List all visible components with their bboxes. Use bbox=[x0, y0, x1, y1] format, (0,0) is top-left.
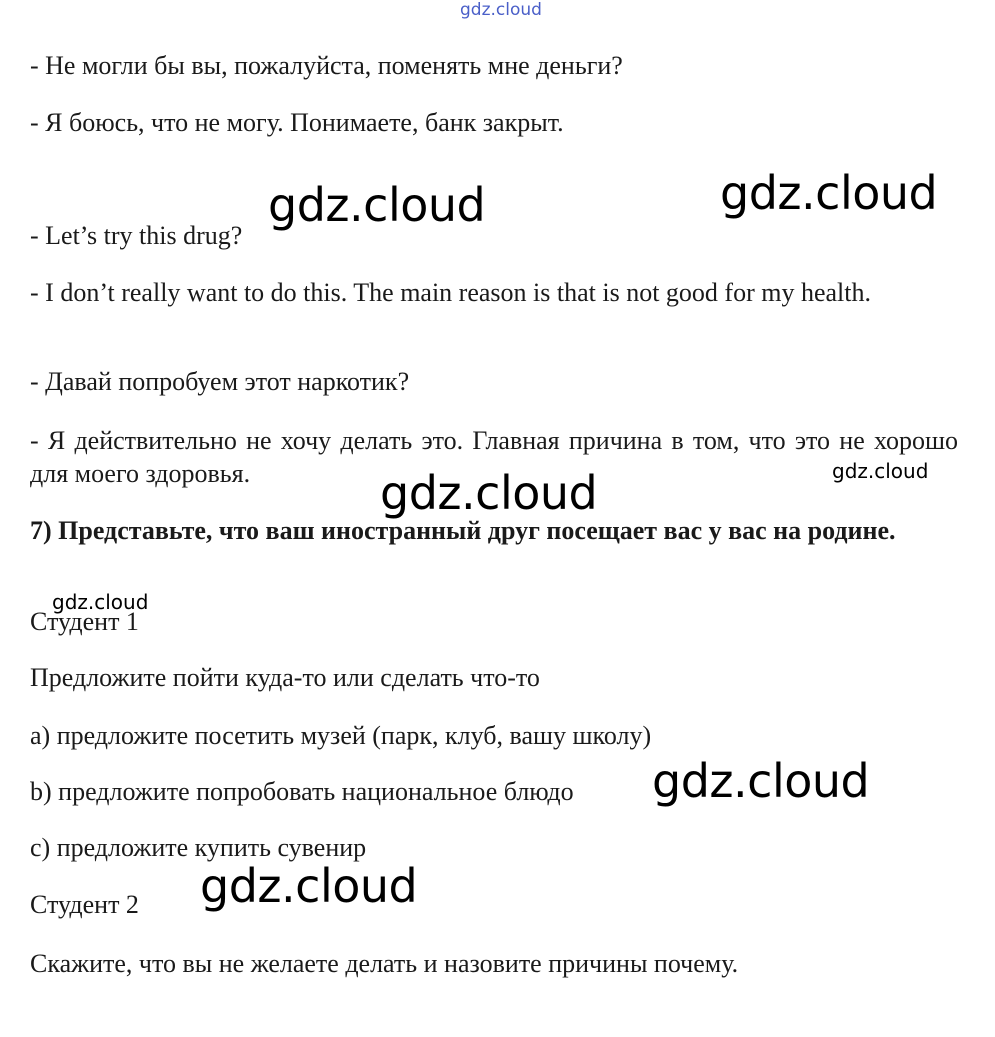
dialog-line-bank-closed: - Я боюсь, что не могу. Понимаете, банк закрыт. bbox=[30, 108, 564, 137]
watermark-big-3: gdz.cloud bbox=[380, 466, 598, 520]
watermark-big-1: gdz.cloud bbox=[268, 178, 486, 232]
student-1-label: Студент 1 bbox=[30, 607, 139, 636]
watermark-big-2: gdz.cloud bbox=[720, 166, 938, 220]
student-1-prompt: Предложите пойти куда-то или сделать что-то bbox=[30, 663, 540, 692]
dialog-paragraph-refusal-ru: - Я действительно не хочу делать это. Главная причина в том, что это не хорошо для моего здоровья. bbox=[30, 426, 958, 488]
task-heading: 7) Представьте, что ваш иностранный друг посещает вас у вас на родине. bbox=[30, 516, 896, 545]
student-2-label: Студент 2 bbox=[30, 890, 139, 919]
watermark-top: gdz.cloud bbox=[460, 0, 542, 20]
watermark-big-4: gdz.cloud bbox=[652, 754, 870, 808]
watermark-big-5: gdz.cloud bbox=[200, 859, 418, 913]
dialog-paragraph-refusal-en: - I don’t really want to do this. The main reason is that is not good for my health. bbox=[30, 278, 872, 307]
dialog-line-try-drug-ru: - Давай попробуем этот наркотик? bbox=[30, 367, 410, 396]
dialog-line-try-drug-en: - Let’s try this drug? bbox=[30, 221, 243, 250]
option-c: c) предложите купить сувенир bbox=[30, 833, 367, 862]
watermark-small-1: gdz.cloud bbox=[832, 459, 929, 483]
option-a: a) предложите посетить музей (парк, клуб, вашу школу) bbox=[30, 721, 652, 750]
option-b: b) предложите попробовать национальное блюдо bbox=[30, 777, 574, 806]
student-2-prompt: Скажите, что вы не желаете делать и назовите причины почему. bbox=[30, 949, 739, 978]
watermark-small-2: gdz.cloud bbox=[52, 590, 149, 614]
dialog-line-change-money: - Не могли бы вы, пожалуйста, поменять мне деньги? bbox=[30, 51, 623, 80]
